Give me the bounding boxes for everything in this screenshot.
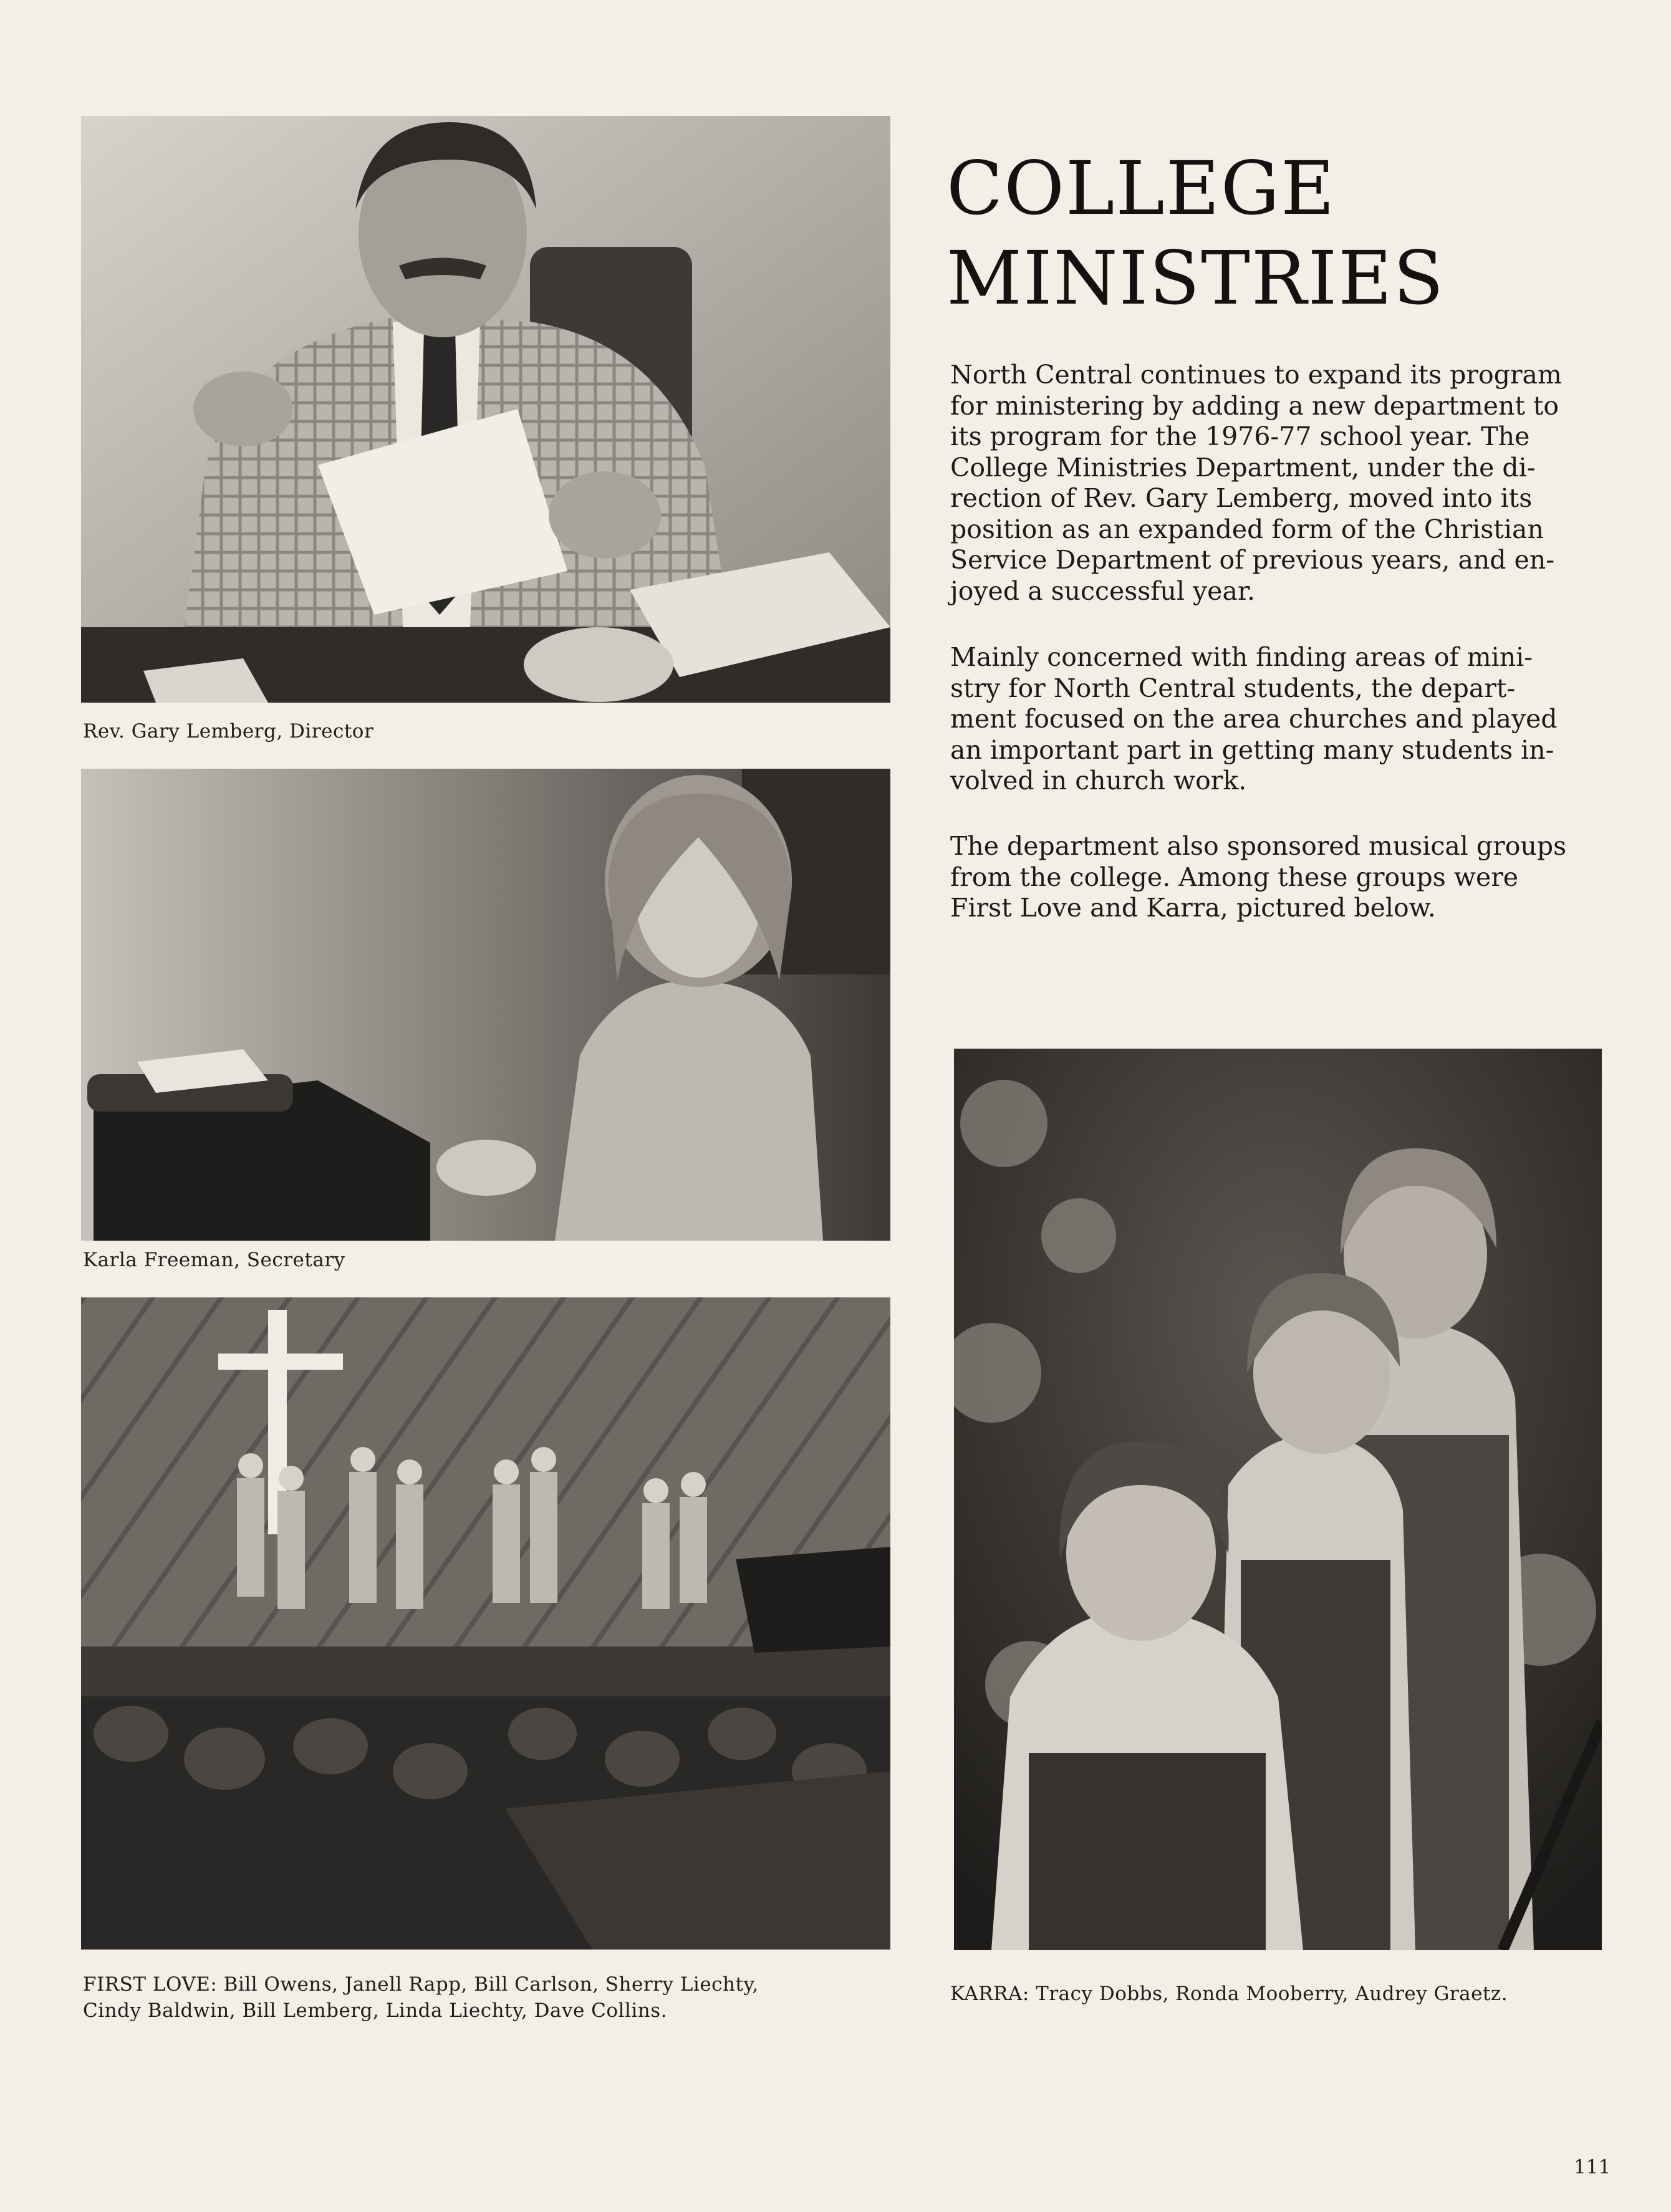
page-title — [946, 143, 1445, 323]
page-title-line2: MINISTRIES — [946, 235, 1445, 321]
karra-caption: KARRA: Tracy Dobbs, Ronda Mooberry, Audrey Graetz. — [950, 1983, 1508, 2005]
secretary-caption: Karla Freeman, Secretary — [83, 1249, 345, 1271]
paragraph-line: volved in church work. — [950, 766, 1247, 796]
paragraph-line: from the college. Among these groups were — [950, 862, 1519, 892]
paragraph-line: joyed a successful year. — [950, 575, 1256, 606]
first-love-caption — [83, 1971, 759, 2024]
page-title-line1: COLLEGE — [946, 145, 1336, 231]
paragraph-line: rection of Rev. Gary Lemberg, moved into its — [950, 483, 1533, 513]
paragraph-line: Service Department of previous years, and en- — [950, 545, 1555, 575]
body-paragraph-3 — [950, 831, 1620, 924]
paragraph-line: stry for North Central students, the depart- — [950, 673, 1516, 703]
director-photo — [81, 116, 890, 703]
paragraph-line: position as an expanded form of the Christian — [950, 514, 1544, 544]
first-love-caption-line1: FIRST LOVE: Bill Owens, Janell Rapp, Bill Carlson, Sherry Liechty, — [83, 1973, 759, 1996]
body-paragraph-2 — [950, 642, 1620, 797]
paragraph-line: its program for the 1976-77 school year. The — [950, 421, 1530, 451]
body-paragraph-1 — [950, 360, 1620, 607]
karra-photo — [954, 1049, 1602, 1950]
paragraph-line: ment focused on the area churches and played — [950, 704, 1558, 734]
paragraph-line: The department also sponsored musical groups — [950, 831, 1567, 861]
paragraph-line: North Central continues to expand its program — [950, 360, 1562, 390]
first-love-caption-line2: Cindy Baldwin, Bill Lemberg, Linda Liechty, Dave Collins. — [83, 1999, 668, 2022]
paragraph-line: College Ministries Department, under the di- — [950, 452, 1536, 483]
first-love-photo — [81, 1297, 890, 1950]
secretary-photo — [81, 769, 890, 1241]
director-caption: Rev. Gary Lemberg, Director — [83, 720, 374, 743]
page-number: 111 — [1574, 2156, 1611, 2178]
paragraph-line: First Love and Karra, pictured below. — [950, 893, 1436, 923]
paragraph-line: for ministering by adding a new department to — [950, 390, 1559, 421]
paragraph-line: Mainly concerned with finding areas of mini- — [950, 642, 1533, 672]
paragraph-line: an important part in getting many students in- — [950, 734, 1554, 765]
